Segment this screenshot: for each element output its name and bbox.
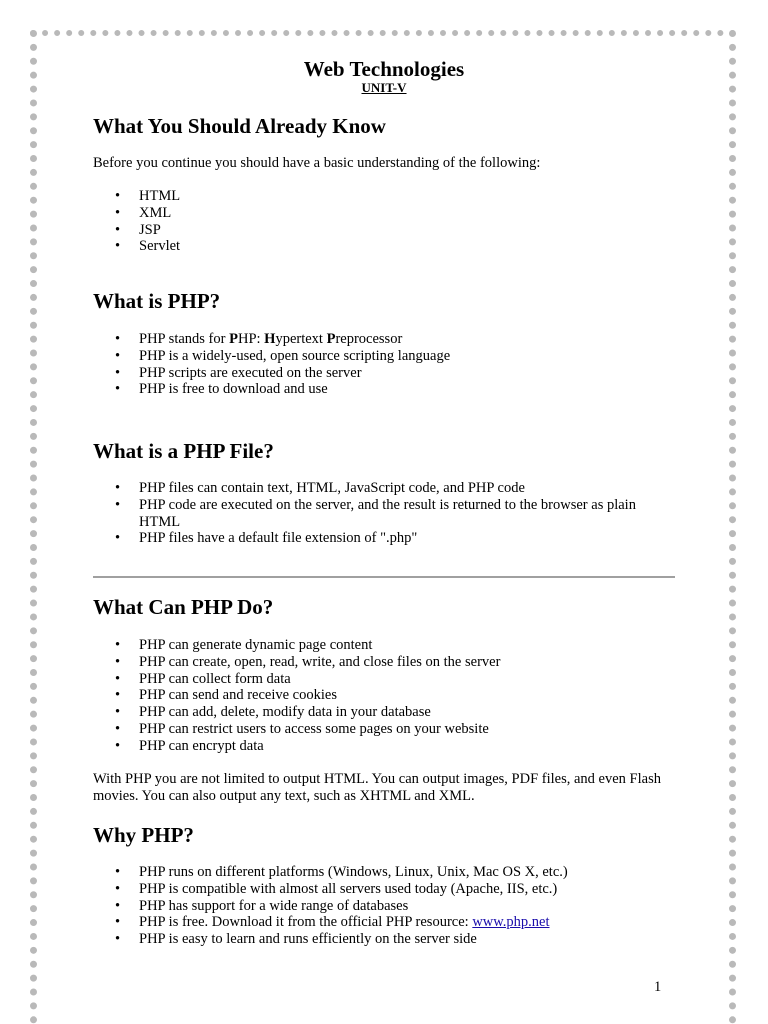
what-is-php-list xyxy=(93,331,678,398)
list-item: • PHP can generate dynamic page content xyxy=(93,637,678,654)
list-item: • PHP can send and receive cookies xyxy=(93,687,678,704)
unit-label: UNIT-V xyxy=(361,80,407,95)
list-item: • PHP runs on different platforms (Windows, Linux, Unix, Mac OS X, etc.) xyxy=(93,864,678,881)
list-item: • PHP can add, delete, modify data in your database xyxy=(93,704,678,721)
php-net-link[interactable]: www.php.net xyxy=(472,914,550,931)
intro-paragraph: Before you continue you should have a basic understanding of the following: xyxy=(93,155,541,171)
list-item: • PHP is easy to learn and runs efficiently on the server side xyxy=(93,931,678,948)
list-item: • PHP stands for PHP: Hypertext Preprocessor xyxy=(93,331,678,348)
heading-php-file: What is a PHP File? xyxy=(93,439,274,463)
list-item: • PHP can create, open, read, write, and close files on the server xyxy=(93,654,678,671)
list-item: • PHP files have a default file extension of ".php" xyxy=(93,530,678,547)
list-item: • PHP is a widely-used, open source scripting language xyxy=(93,348,678,365)
horizontal-rule xyxy=(93,576,675,578)
heading-what-is-php: What is PHP? xyxy=(93,289,221,313)
list-item: • PHP can restrict users to access some pages on your website xyxy=(93,721,678,738)
list-item: • PHP is free to download and use xyxy=(93,381,678,398)
document-header xyxy=(93,57,675,95)
page-number: 1 xyxy=(654,979,662,995)
list-item: • PHP has support for a wide range of databases xyxy=(93,898,678,915)
list-item: • HTML xyxy=(93,188,678,205)
list-item: • PHP files can contain text, HTML, JavaScript code, and PHP code xyxy=(93,480,678,497)
why-php-list xyxy=(93,864,678,948)
list-item: • PHP can encrypt data xyxy=(93,738,678,755)
php-do-list xyxy=(93,637,678,755)
heading-why-php: Why PHP? xyxy=(93,823,194,847)
list-item: • XML xyxy=(93,205,678,222)
list-item: • Servlet xyxy=(93,238,678,255)
list-item: • JSP xyxy=(93,222,678,239)
heading-php-do: What Can PHP Do? xyxy=(93,595,274,619)
prereq-list xyxy=(93,188,678,255)
document-title: Web Technologies xyxy=(303,57,465,81)
php-file-list xyxy=(93,480,678,547)
list-item: • PHP code are executed on the server, and the result is returned to the browser as plain HTML xyxy=(93,497,678,531)
list-item: • PHP is free. Download it from the official PHP resource: www.php.net xyxy=(93,914,678,931)
list-item: • PHP is compatible with almost all servers used today (Apache, IIS, etc.) xyxy=(93,881,678,898)
list-item: • PHP can collect form data xyxy=(93,671,678,688)
output-paragraph: With PHP you are not limited to output HTML. You can output images, PDF files, and even Flash movies. You can also output any text, such as XHTML and XML. xyxy=(93,771,661,804)
list-item: • PHP scripts are executed on the server xyxy=(93,365,678,382)
heading-already-know: What You Should Already Know xyxy=(93,114,386,138)
